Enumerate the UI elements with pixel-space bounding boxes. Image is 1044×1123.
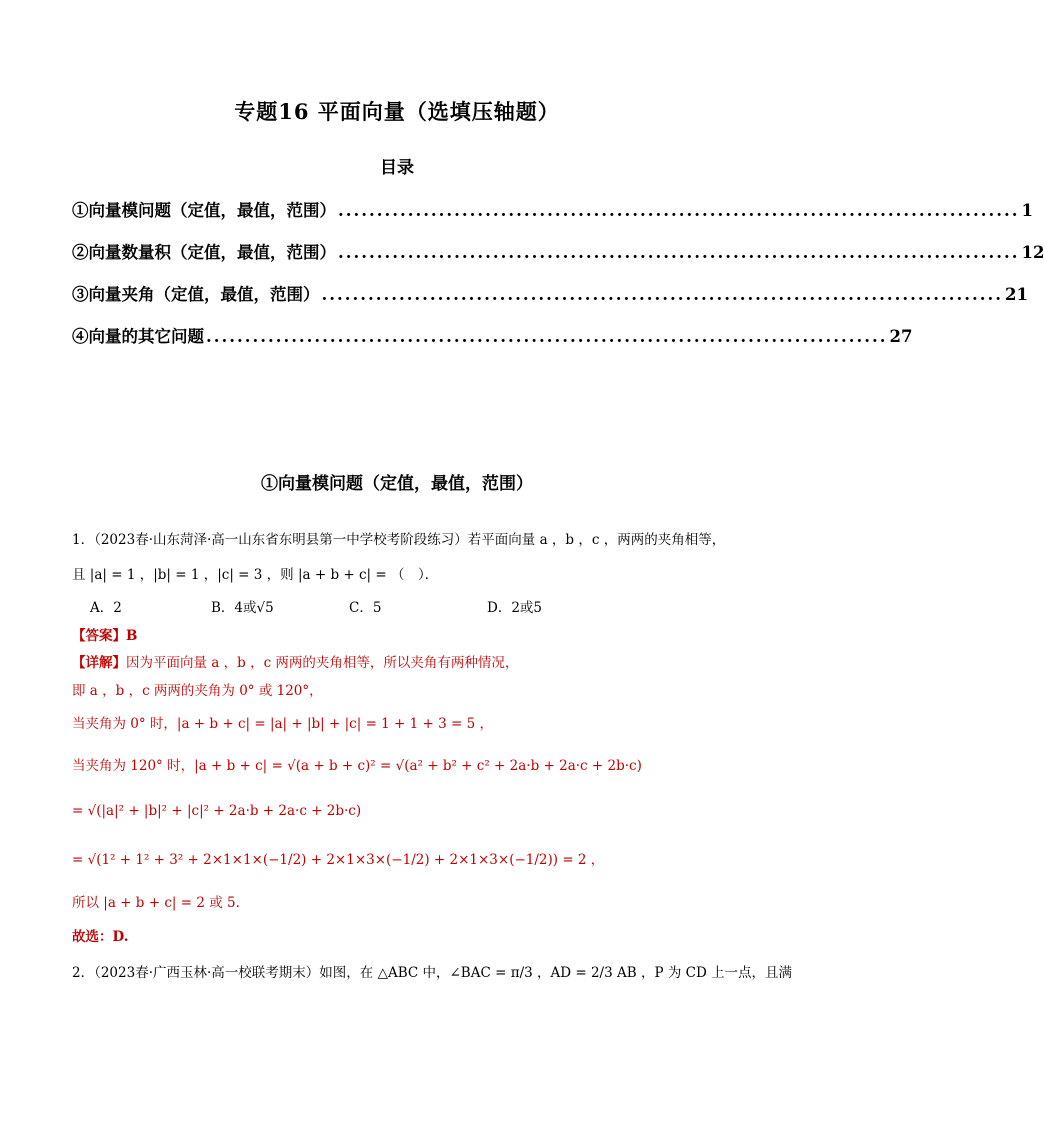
detail-line4: 当夹角为 120° 时，|a + b + c| = √(a + b + c)² = √(a² + b² + c² + 2a·b + 2a·c + 2b·c) [72, 758, 642, 774]
q1-option-a: A．2 [90, 600, 122, 616]
answer-line [72, 624, 732, 644]
toc-item[interactable] [72, 281, 1028, 305]
toc-item-page: 27 [889, 327, 913, 346]
toc-item-page: 1 [1021, 201, 1033, 220]
detail-line6: = √(1² + 1² + 3² + 2×1×1×(−1/2) + 2×1×3×(−1/2) + 2×1×3×(−1/2)) = 2 ， [72, 852, 605, 868]
q1-stem-line1: 1．（2023春·山东菏泽·高一山东省东明县第一中学校考阶段练习）若平面向量 a ，b ，c ，两两的夹角相等， [72, 532, 726, 548]
toc-item-page: 12 [1021, 243, 1044, 262]
q1-option-c: C．5 [349, 600, 382, 616]
document-title: 专题16 平面向量（选填压轴题） [234, 99, 560, 124]
toc-leader: ........................................................................................ [206, 327, 888, 346]
detail-line2: 即 a ，b ，c 两两的夹角为 0° 或 120°， [72, 683, 323, 699]
toc-item-label: ④向量的其它问题 [72, 327, 204, 346]
answer-label: 【答案】 [72, 628, 126, 644]
toc-item[interactable] [72, 323, 913, 347]
detail-line3: 当夹角为 0° 时，|a + b + c| = |a| + |b| + |c| = 1 + 1 + 3 = 5 ， [72, 716, 494, 732]
toc-heading: 目录 [380, 158, 414, 178]
answer-value: B [126, 628, 138, 644]
toc-item-label: ③向量夹角（定值，最值，范围） [72, 285, 320, 304]
section-heading: ①向量模问题（定值，最值，范围） [261, 474, 533, 494]
q1-stem-line2: 且 |a| = 1 ，|b| = 1 ，|c| = 3 ，则 |a + b + c| = （ ）． [72, 567, 439, 583]
conclusion-line: 故选：D. [72, 929, 129, 945]
detail-label: 【详解】 [72, 655, 126, 671]
detail-text-1: 因为平面向量 a ，b ，c 两两的夹角相等，所以夹角有两种情况， [126, 655, 519, 671]
toc-item-page: 21 [1005, 285, 1028, 304]
q1-option-b: B．4或√5 [211, 600, 274, 616]
detail-line5: = √(|a|² + |b|² + |c|² + 2a·b + 2a·c + 2b·c) [72, 803, 362, 819]
detail-line1 [72, 651, 732, 671]
toc-item-label: ②向量数量积（定值，最值，范围） [72, 243, 336, 262]
q1-option-d: D．2或5 [487, 600, 543, 616]
detail-line7: 所以 |a + b + c| = 2 或 5. [72, 895, 240, 911]
toc-leader: ........................................................................................ [338, 243, 1020, 262]
toc-item[interactable] [72, 239, 1044, 263]
toc-item-label: ①向量模问题（定值，最值，范围） [72, 201, 336, 220]
toc-leader: ........................................................................................ [321, 285, 1004, 304]
q2-stem-line1: 2．（2023春·广西玉林·高一校联考期末）如图，在 △ABC 中，∠BAC = π/3 ，AD = 2/3 AB ，P 为 CD 上一点，且满 [72, 965, 793, 981]
toc-item[interactable] [72, 197, 1033, 221]
toc-leader: ........................................................................................ [338, 201, 1020, 220]
